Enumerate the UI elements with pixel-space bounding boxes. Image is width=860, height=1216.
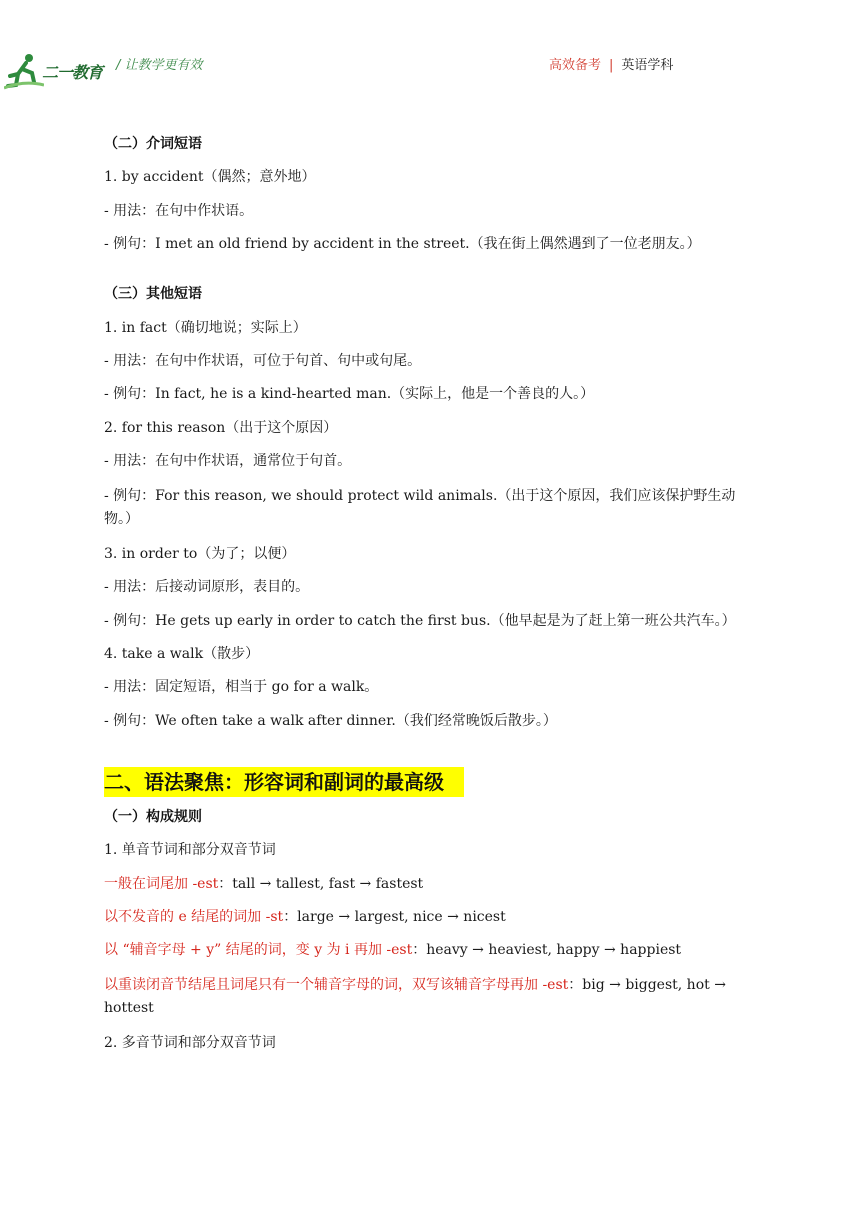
rule-highlight: 一般在词尾加 -est	[104, 875, 219, 892]
rule-title: 2. 多音节词和部分双音节词	[104, 1035, 276, 1052]
header-subject	[549, 54, 673, 73]
grammar-title: 二、语法聚焦：形容词和副词的最高级	[104, 767, 464, 797]
rule-highlight: 以重读闭音节结尾且词尾只有一个辅音字母的词，双写该辅音字母再加 -est	[104, 976, 569, 993]
runner-icon	[4, 52, 44, 92]
text-line: - 例句：For this reason, we should protect wild animals.（出于这个原因，我们应该保护野生动物。）	[104, 487, 736, 527]
header-exam-label: 高效备考	[549, 58, 602, 73]
text-line: 1. by accident（偶然；意外地）	[104, 169, 316, 186]
rule-example: ：big → biggest, hot → hottest	[104, 976, 726, 1016]
rule-line	[104, 907, 744, 927]
text-line: - 用法：在句中作状语，可位于句首、句中或句尾。	[104, 352, 422, 369]
text-line: 2. for this reason（出于这个原因）	[104, 419, 338, 436]
text-line: - 用法：固定短语，相当于 go for a walk。	[104, 679, 379, 696]
rule-line	[104, 874, 744, 894]
rule-example: ：large → largest, nice → nicest	[283, 909, 506, 926]
slogan: / 让教学更有效	[116, 58, 203, 73]
rule-line	[104, 940, 744, 960]
text-line: - 用法：在句中作状语，通常位于句首。	[104, 453, 352, 470]
rule-example: ：tall → tallest, fast → fastest	[218, 875, 424, 892]
page-header	[0, 0, 860, 100]
text-line: - 用法：后接动词原形，表目的。	[104, 579, 310, 596]
text-line: - 例句：In fact, he is a kind-hearted man.（实际上，他是一个善良的人。）	[104, 386, 595, 403]
section-title-other: （三）其他短语	[104, 286, 202, 303]
text-line: - 例句：He gets up early in order to catch the first bus.（他早起是为了赶上第一班公共汽车。）	[104, 612, 736, 629]
document-body	[104, 134, 744, 1067]
rule-example: ：heavy → heaviest, happy → happiest	[412, 942, 682, 959]
header-divider: |	[609, 58, 614, 73]
rule-title: 1. 单音节词和部分双音节词	[104, 842, 276, 859]
rule-highlight: 以不发音的 e 结尾的词加 -st	[104, 909, 284, 926]
grammar-heading	[104, 767, 744, 797]
text-line: - 例句：We often take a walk after dinner.（我们经常晚饭后散步。）	[104, 712, 557, 729]
rule-line	[104, 974, 744, 1020]
rule-highlight: 以 “辅音字母 + y” 结尾的词，变 y 为 i 再加 -est	[104, 942, 413, 959]
text-line: 1. in fact（确切地说；实际上）	[104, 319, 307, 336]
text-line: - 用法：在句中作状语。	[104, 202, 254, 219]
text-line: 4. take a walk（散步）	[104, 646, 260, 663]
header-subject-label: 英语学科	[621, 58, 674, 73]
logo-text: 二一教育	[42, 63, 103, 82]
subsection-title: （一）构成规则	[104, 808, 202, 825]
section-title-prep: （二）介词短语	[104, 136, 202, 152]
text-line: - 例句：I met an old friend by accident in the street.（我在街上偶然遇到了一位老朋友。）	[104, 236, 701, 253]
text-line: 3. in order to（为了；以便）	[104, 545, 296, 562]
logo	[4, 52, 108, 92]
